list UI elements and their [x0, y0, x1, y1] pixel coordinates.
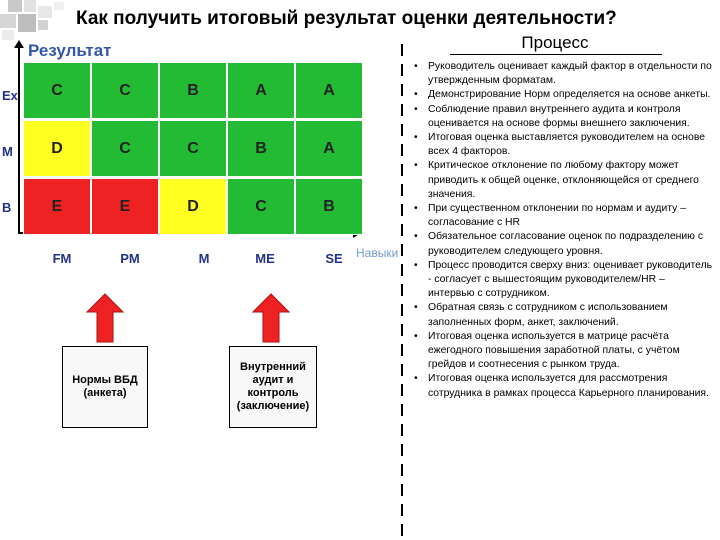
- up-arrow-icon: [85, 292, 125, 344]
- row-label-m: M: [2, 144, 13, 159]
- process-bullet: • Итоговая оценка выставляется руководителем на основе всех 4 факторов.: [412, 131, 714, 159]
- matrix-cell: C: [159, 120, 227, 177]
- matrix-cell: A: [227, 62, 295, 119]
- process-title: Процесс: [521, 33, 589, 52]
- row-label-b: B: [2, 200, 12, 215]
- process-bullet: • Критическое отклонение по любому фактору может приводить к общей оценке, отклоняющейся от среднего значения.: [412, 159, 714, 202]
- skills-axis-label: Навыки: [356, 246, 399, 260]
- up-arrow-icon: [251, 292, 291, 344]
- matrix-cell: B: [159, 62, 227, 119]
- matrix-cell: C: [91, 120, 159, 177]
- col-label-se: SE: [325, 251, 343, 266]
- section-divider: [401, 44, 403, 538]
- matrix-cell: B: [295, 178, 363, 235]
- process-bullet: • При существенном отклонении по нормам и аудиту – согласование с HR: [412, 202, 714, 230]
- matrix-cell: C: [91, 62, 159, 119]
- matrix-cell: E: [91, 178, 159, 235]
- process-bullet: • Руководитель оценивает каждый фактор в отдельности по утвержденным форматам.: [412, 60, 714, 88]
- result-axis-label: Результат: [28, 41, 112, 60]
- up-arrow-shape: [87, 294, 123, 342]
- process-bullet: • Процесс проводится сверху вниз: оценивает руководитель - согласует с вышестоящим руководителем/HR – интервью с сотрудником.: [412, 259, 714, 302]
- matrix-cell: D: [159, 178, 227, 235]
- col-label-fm: FM: [52, 251, 72, 266]
- process-bullet: • Итоговая оценка используется для рассмотрения сотрудника в рамках процесса Карьерного планирования.: [412, 372, 714, 400]
- process-bullet-list: [412, 60, 714, 401]
- row-label-ex: Ex: [2, 88, 18, 103]
- matrix-cell: D: [23, 120, 91, 177]
- col-label-m: M: [198, 251, 210, 266]
- col-label-me: ME: [255, 251, 275, 266]
- matrix-cell: B: [227, 120, 295, 177]
- slide-title: Как получить итоговый результат оценки деятельности?: [76, 8, 617, 29]
- matrix-cell: A: [295, 120, 363, 177]
- norms-box: [62, 346, 148, 428]
- process-bullet: • Обратная связь с сотрудником с использованием заполненных форм, анкет, заключений.: [412, 301, 714, 329]
- y-axis: [18, 46, 20, 232]
- audit-box-label: Внутренний аудит и контроль (заключение): [236, 361, 310, 412]
- matrix-cell: C: [23, 62, 91, 119]
- matrix-cell: C: [227, 178, 295, 235]
- rating-matrix: [23, 62, 363, 235]
- up-arrow-shape: [253, 294, 289, 342]
- matrix-cell: A: [295, 62, 363, 119]
- process-bullet: • Обязательное согласование оценок по подразделению с руководителем следующего уровня.: [412, 230, 714, 258]
- process-bullet: • Соблюдение правил внутреннего аудита и контроля оценивается на основе формы внешнего заключения.: [412, 103, 714, 131]
- process-bullet: • Итоговая оценка используется в матрице расчёта ежегодного повышения заработной платы, с учётом грейдов и соотнесения с рынком труда.: [412, 330, 714, 373]
- matrix-cell: E: [23, 178, 91, 235]
- audit-box: [229, 346, 317, 428]
- norms-box-label: Нормы ВБД (анкета): [72, 374, 138, 399]
- y-axis-arrow: [14, 40, 24, 48]
- process-bullet: • Демонстрирование Норм определяется на основе анкеты.: [412, 88, 714, 102]
- process-underline: [450, 54, 662, 55]
- col-label-pm: PM: [120, 251, 140, 266]
